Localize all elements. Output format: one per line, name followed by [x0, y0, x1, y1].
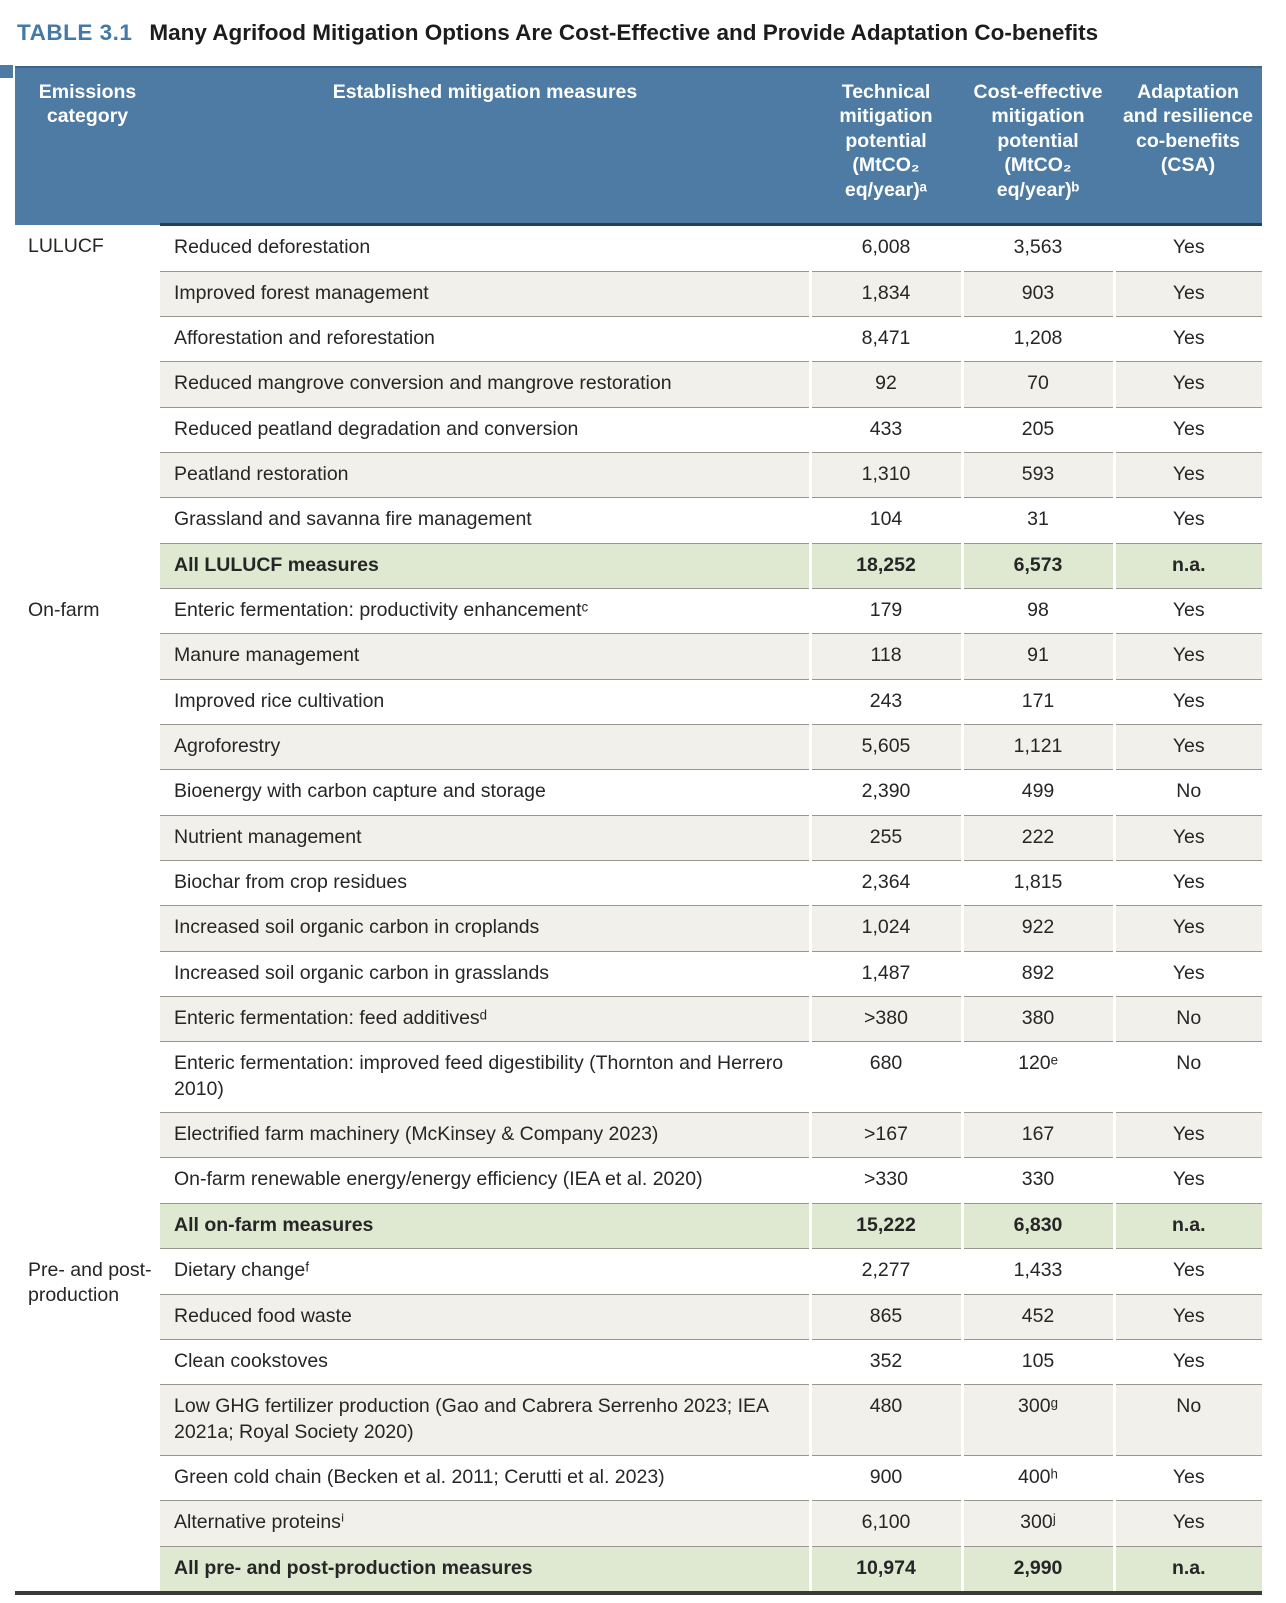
column-header-cost-effective-potential: Cost-effective mitigation potential (MtCO₂ eq/year)ᵇ — [962, 67, 1114, 225]
measure-cell: Electrified farm machinery (McKinsey & Company 2023) — [160, 1113, 810, 1158]
measure-cell: All pre- and post-production measures — [160, 1546, 810, 1593]
table-number-label: TABLE 3.1 — [17, 20, 133, 45]
csa-cell: No — [1114, 770, 1262, 815]
technical-value-cell: 5,605 — [810, 725, 962, 770]
measure-cell: Reduced food waste — [160, 1294, 810, 1339]
measure-cell: Low GHG fertilizer production (Gao and Cabrera Serrenho 2023; IEA 2021a; Royal Society 2020) — [160, 1385, 810, 1456]
technical-value-cell: 10,974 — [810, 1546, 962, 1593]
csa-cell: Yes — [1114, 498, 1262, 543]
table-row — [15, 1385, 1262, 1456]
csa-cell: n.a. — [1114, 1546, 1262, 1593]
measure-cell: Bioenergy with carbon capture and storage — [160, 770, 810, 815]
table-row — [15, 498, 1262, 543]
csa-cell: Yes — [1114, 861, 1262, 906]
table-title — [17, 16, 1262, 50]
table-row — [15, 725, 1262, 770]
measure-cell: Improved rice cultivation — [160, 679, 810, 724]
cost-effective-value-cell: 6,830 — [962, 1203, 1114, 1248]
measure-cell: Alternative proteinsⁱ — [160, 1501, 810, 1546]
measure-cell: Peatland restoration — [160, 452, 810, 497]
section-total-row — [15, 1546, 1262, 1593]
technical-value-cell: 118 — [810, 634, 962, 679]
cost-effective-value-cell: 1,121 — [962, 725, 1114, 770]
table-row — [15, 1158, 1262, 1203]
table-row — [15, 815, 1262, 860]
technical-value-cell: 6,008 — [810, 225, 962, 271]
cost-effective-value-cell: 105 — [962, 1339, 1114, 1384]
csa-cell: Yes — [1114, 1339, 1262, 1384]
header-row — [15, 67, 1262, 225]
table-row — [15, 997, 1262, 1042]
technical-value-cell: 352 — [810, 1339, 962, 1384]
cost-effective-value-cell: 1,208 — [962, 316, 1114, 361]
section-total-row — [15, 1203, 1262, 1248]
technical-value-cell: 179 — [810, 589, 962, 634]
measure-cell: Enteric fermentation: productivity enhancementᶜ — [160, 589, 810, 634]
table-row — [15, 1339, 1262, 1384]
technical-value-cell: >167 — [810, 1113, 962, 1158]
csa-cell: Yes — [1114, 362, 1262, 407]
table-header — [15, 67, 1262, 225]
table-body — [15, 225, 1262, 1593]
table-row — [15, 589, 1262, 634]
technical-value-cell: 480 — [810, 1385, 962, 1456]
cost-effective-value-cell: 205 — [962, 407, 1114, 452]
measure-cell: Reduced mangrove conversion and mangrove restoration — [160, 362, 810, 407]
cost-effective-value-cell: 499 — [962, 770, 1114, 815]
technical-value-cell: 1,310 — [810, 452, 962, 497]
table-row — [15, 1501, 1262, 1546]
cost-effective-value-cell: 98 — [962, 589, 1114, 634]
technical-value-cell: 865 — [810, 1294, 962, 1339]
measure-cell: All on-farm measures — [160, 1203, 810, 1248]
cost-effective-value-cell: 400ʰ — [962, 1455, 1114, 1500]
measure-cell: Biochar from crop residues — [160, 861, 810, 906]
table-row — [15, 452, 1262, 497]
technical-value-cell: 2,390 — [810, 770, 962, 815]
table-row — [15, 362, 1262, 407]
table-title-text: Many Agrifood Mitigation Options Are Cost-Effective and Provide Adaptation Co-benefits — [149, 20, 1099, 45]
cost-effective-value-cell: 892 — [962, 951, 1114, 996]
cost-effective-value-cell: 903 — [962, 271, 1114, 316]
category-cell: LULUCF — [15, 225, 160, 589]
measure-cell: Grassland and savanna fire management — [160, 498, 810, 543]
table-row — [15, 1042, 1262, 1113]
technical-value-cell: 1,024 — [810, 906, 962, 951]
technical-value-cell: 900 — [810, 1455, 962, 1500]
section-total-row — [15, 543, 1262, 588]
csa-cell: Yes — [1114, 1294, 1262, 1339]
csa-cell: Yes — [1114, 1158, 1262, 1203]
table-row — [15, 225, 1262, 271]
csa-cell: Yes — [1114, 589, 1262, 634]
measure-cell: Manure management — [160, 634, 810, 679]
cost-effective-value-cell: 2,990 — [962, 1546, 1114, 1593]
table-wrap — [15, 66, 1262, 1595]
column-header-measures: Established mitigation measures — [160, 67, 810, 225]
technical-value-cell: 104 — [810, 498, 962, 543]
table-row — [15, 906, 1262, 951]
measure-cell: Nutrient management — [160, 815, 810, 860]
technical-value-cell: 1,487 — [810, 951, 962, 996]
technical-value-cell: 255 — [810, 815, 962, 860]
table-row — [15, 679, 1262, 724]
technical-value-cell: >330 — [810, 1158, 962, 1203]
cost-effective-value-cell: 380 — [962, 997, 1114, 1042]
csa-cell: Yes — [1114, 1501, 1262, 1546]
cost-effective-value-cell: 330 — [962, 1158, 1114, 1203]
table-row — [15, 1249, 1262, 1294]
csa-cell: No — [1114, 1385, 1262, 1456]
technical-value-cell: 433 — [810, 407, 962, 452]
technical-value-cell: >380 — [810, 997, 962, 1042]
column-header-adaptation-cobenefits: Adaptation and resilience co-benefits (CSA) — [1114, 67, 1262, 225]
cost-effective-value-cell: 120ᵉ — [962, 1042, 1114, 1113]
measure-cell: Dietary changeᶠ — [160, 1249, 810, 1294]
technical-value-cell: 6,100 — [810, 1501, 962, 1546]
table-row — [15, 271, 1262, 316]
csa-cell: Yes — [1114, 634, 1262, 679]
cost-effective-value-cell: 3,563 — [962, 225, 1114, 271]
measure-cell: Enteric fermentation: improved feed digestibility (Thornton and Herrero 2010) — [160, 1042, 810, 1113]
table-row — [15, 951, 1262, 996]
technical-value-cell: 243 — [810, 679, 962, 724]
table-row — [15, 634, 1262, 679]
technical-value-cell: 680 — [810, 1042, 962, 1113]
measure-cell: Increased soil organic carbon in croplands — [160, 906, 810, 951]
table-row — [15, 1113, 1262, 1158]
csa-cell: Yes — [1114, 1455, 1262, 1500]
csa-cell: Yes — [1114, 951, 1262, 996]
table-row — [15, 861, 1262, 906]
cost-effective-value-cell: 222 — [962, 815, 1114, 860]
measure-cell: Reduced deforestation — [160, 225, 810, 271]
measure-cell: Reduced peatland degradation and conversion — [160, 407, 810, 452]
csa-cell: Yes — [1114, 906, 1262, 951]
category-cell: On-farm — [15, 589, 160, 1249]
cost-effective-value-cell: 1,433 — [962, 1249, 1114, 1294]
cost-effective-value-cell: 300ʲ — [962, 1501, 1114, 1546]
category-cell: Pre- and post-production — [15, 1249, 160, 1593]
cost-effective-value-cell: 91 — [962, 634, 1114, 679]
measure-cell: Improved forest management — [160, 271, 810, 316]
technical-value-cell: 8,471 — [810, 316, 962, 361]
table-row — [15, 770, 1262, 815]
measure-cell: Clean cookstoves — [160, 1339, 810, 1384]
table-row — [15, 1455, 1262, 1500]
table-row — [15, 316, 1262, 361]
csa-cell: Yes — [1114, 1113, 1262, 1158]
measure-cell: Afforestation and reforestation — [160, 316, 810, 361]
column-header-emissions-category: Emissions category — [15, 67, 160, 225]
csa-cell: Yes — [1114, 407, 1262, 452]
technical-value-cell: 2,277 — [810, 1249, 962, 1294]
measure-cell: Agroforestry — [160, 725, 810, 770]
technical-value-cell: 92 — [810, 362, 962, 407]
csa-cell: Yes — [1114, 1249, 1262, 1294]
csa-cell: n.a. — [1114, 1203, 1262, 1248]
cost-effective-value-cell: 452 — [962, 1294, 1114, 1339]
measure-cell: On-farm renewable energy/energy efficiency (IEA et al. 2020) — [160, 1158, 810, 1203]
cost-effective-value-cell: 31 — [962, 498, 1114, 543]
cost-effective-value-cell: 167 — [962, 1113, 1114, 1158]
csa-cell: Yes — [1114, 271, 1262, 316]
cost-effective-value-cell: 70 — [962, 362, 1114, 407]
cost-effective-value-cell: 171 — [962, 679, 1114, 724]
cost-effective-value-cell: 593 — [962, 452, 1114, 497]
csa-cell: Yes — [1114, 316, 1262, 361]
table-row — [15, 1294, 1262, 1339]
table-row — [15, 407, 1262, 452]
csa-cell: Yes — [1114, 815, 1262, 860]
measure-cell: Increased soil organic carbon in grasslands — [160, 951, 810, 996]
csa-cell: No — [1114, 1042, 1262, 1113]
technical-value-cell: 15,222 — [810, 1203, 962, 1248]
mitigation-options-table — [15, 66, 1262, 1595]
csa-cell: n.a. — [1114, 543, 1262, 588]
measure-cell: Green cold chain (Becken et al. 2011; Cerutti et al. 2023) — [160, 1455, 810, 1500]
technical-value-cell: 2,364 — [810, 861, 962, 906]
csa-cell: No — [1114, 997, 1262, 1042]
csa-cell: Yes — [1114, 679, 1262, 724]
cost-effective-value-cell: 6,573 — [962, 543, 1114, 588]
cost-effective-value-cell: 1,815 — [962, 861, 1114, 906]
column-header-technical-potential: Technical mitigation potential (MtCO₂ eq/year)ᵃ — [810, 67, 962, 225]
measure-cell: All LULUCF measures — [160, 543, 810, 588]
table-edge-accent — [0, 65, 13, 78]
measure-cell: Enteric fermentation: feed additivesᵈ — [160, 997, 810, 1042]
technical-value-cell: 1,834 — [810, 271, 962, 316]
technical-value-cell: 18,252 — [810, 543, 962, 588]
cost-effective-value-cell: 300ᵍ — [962, 1385, 1114, 1456]
csa-cell: Yes — [1114, 725, 1262, 770]
csa-cell: Yes — [1114, 452, 1262, 497]
cost-effective-value-cell: 922 — [962, 906, 1114, 951]
csa-cell: Yes — [1114, 225, 1262, 271]
